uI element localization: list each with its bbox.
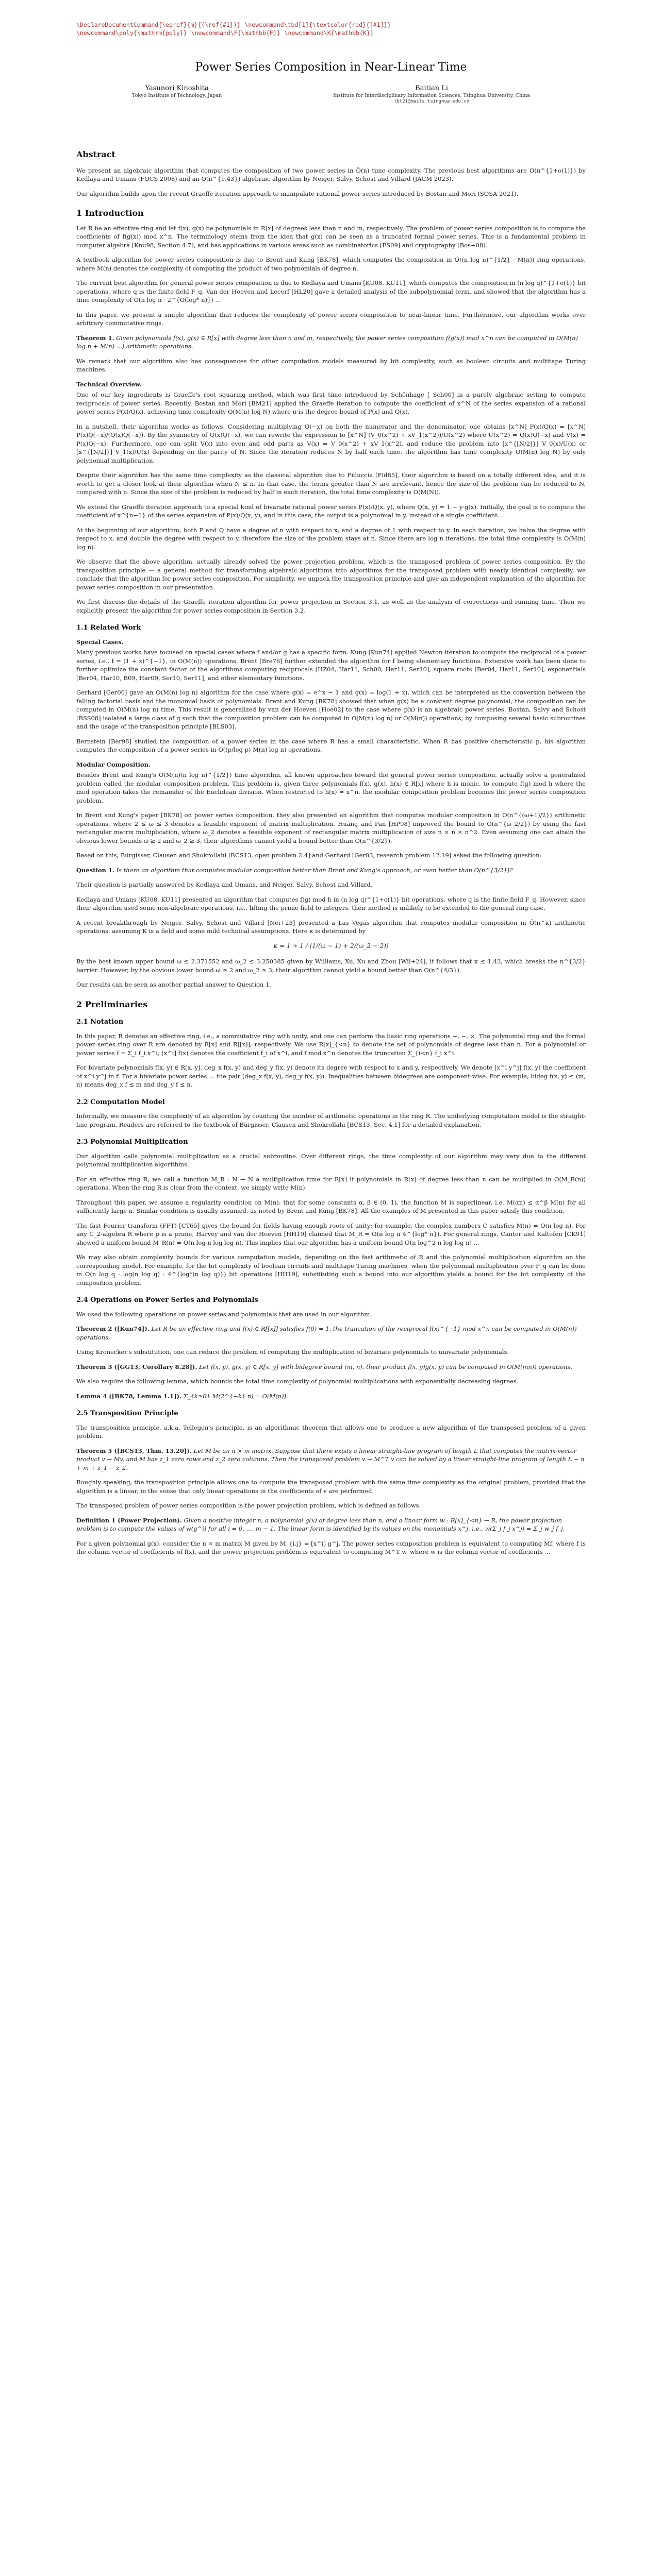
- body-paragraph: Kedlaya and Umans [KU08, KU11] presented an algorithm that computes f(g) mod h in (n log q)^{1+o(1)} bit operations, where q is the finite field F_q. However, since their algorithm used some non-algebraic operations, i.e., lifting the prime field to integers, their method is unlikely to be extended to the general ring case.: [76, 895, 586, 911]
- macro-line: \newcommand\tbd[1]{\textcolor{red}{[#1]}}: [244, 21, 391, 28]
- body-paragraph: Our results can be seen as another partial answer to Question 1.: [76, 981, 271, 988]
- theorem-statement: Let R be an effective ring and f(x) ∈ R[[x]] satisfies f(0) = 1, the truncation of the reciprocal f(x)^{−1} mod x^n can be computed in O(M(n)) operations.: [76, 1325, 577, 1341]
- kappa-equation: κ = 1 + 1 / (1/(ω − 1) + 2/(ω_2 − 2)): [273, 942, 389, 950]
- author-1: [132, 84, 222, 104]
- body-paragraph: Besides Brent and Kung's O(M(n)(n log n)^{1/2}) time algorithm, all known approaches toward the general power series composition, actually solve a generalized problem called the modular composition problem. This problem is, given three polynomials f(x), g(x), h(x) ∈ R[x] where h is monic, to compute f(g) mod h where the mod operation takes the remainder of the Euclidean division. When restricted to h(x) = x^n, the modular composition problem becomes the power series composition problem.: [76, 771, 586, 804]
- author-block: [76, 84, 586, 104]
- author-email: lbt21@mails.tsinghua.edu.cn: [393, 99, 470, 104]
- subsection-heading: 2.1 Notation: [76, 1018, 124, 1026]
- body-paragraph: Bernstein [Ber98] studied the composition of a power series in the case where R has a small characteristic. When R has positive characteristic p, his algorithm computes the composition of a power series in O((p/log p) M(n) log n) operations.: [76, 737, 586, 753]
- body-paragraph: Using Kronecker's substitution, one can reduce the problem of computing the multiplication of bivariate polynomials to univariate polynomials.: [76, 1348, 509, 1355]
- body-paragraph: We extend the Graeffe iteration approach to a special kind of bivariate rational power series P(x)/Q(x, y), where Q(x, y) = 1 − y·g(x). Initially, the goal is to compute the coefficient of x^{n−1} of the series expansion of P(x)/Q(x, y), and in this case, the output is a polynomial in y, instead of a single coefficient.: [76, 503, 586, 519]
- theorem-statement: Given polynomials f(x), g(x) ∈ R[x] with degree less than n and m, respectively, the power series composition f(g(x)) mod x^n can be computed in O(M(n) log n + M(n) ...) arithmetic operations.: [76, 334, 578, 350]
- abstract-heading: Abstract: [76, 149, 115, 159]
- theorem-5: [76, 1447, 586, 1472]
- body-paragraph: The fast Fourier transform (FFT) [CT65] gives the bound for fields having enough roots of unity; for example, the complex numbers C satisfies M(n) = O(n log n). For any C_2-algebra R where p is a prime, Harvey and van der Hoeven [HH19] claimed that M_R = O(n log n 4^{log* n}). For general rings, Cantor and Kaltofen [CK91] showed a uniform bound M_R(n) = O(n log n log log n). This implies that our algorithm has a uniform bound O(n log^2 n log log n) ...: [76, 1222, 586, 1246]
- body-paragraph: By the best known upper bound ω ≤ 2.371552 and ω_2 ≤ 3.250385 given by Williams, Xu, Xu and Zhou [Wil+24], it follows that κ ≤ 1.43, which breaks the n^{3/2} barrier. However, by the obvious lower bound ω ≥ 2 and ω_2 ≥ 3, their algorithm cannot yield a bound better than O(n^{4/3}).: [76, 958, 586, 974]
- body-paragraph: One of our key ingredients is Graeffe's root squaring method, which was first time introduced by Schönhage [ Sch00] in a purely algebraic setting to compute reciprocals of power series. Recently, Bostan and Mori [BM21] applied the Graeffe iteration to compute the coefficient of x^N of the series expansion of a rational power series P(x)/Q(x), achieving time complexity O(M(n) log N) where n is the degree bound of P(x) and Q(x).: [76, 391, 586, 415]
- macro-line: \DeclareDocumentCommand{\eqref}{m}{(\ref{#1})}: [76, 21, 241, 28]
- paragraph-heading: Modular Composition.: [76, 760, 151, 768]
- body-paragraph: Throughout this paper, we assume a regularity condition on M(n): that for some constants α, β ∈ (0, 1), the function M is superlinear, i.e. M(αn) ≤ α^β M(n) for all sufficiently large n. Similar condition is usually assumed, as noted by Brent and Kung [BK78]. All the examples of M presented in this paper satisfy this condition.: [76, 1198, 586, 1214]
- lemma-4: [76, 1392, 586, 1401]
- body-paragraph: We remark that our algorithm also has consequences for other computation models measured by bit complexity, such as boolean circuits and multitape Turing machines.: [76, 357, 586, 373]
- body-paragraph: In a nutshell, their algorithm works as follows. Considering multiplying Q(−x) on both the numerator and the denominator, one obtains [x^N] P(x)/Q(x) = [x^N] P(x)Q(−x)/(Q(x)Q(−x)). By the symmetry of Q(x)Q(−x), we can rewrite the expression to [x^N] (V_0(x^2) + xV_1(x^2))/U(x^2) where U(x^2) = Q(x)Q(−x) and V(x) = P(x)Q(−x). Furthermore, one can split V(x) into even and odd parts as V(x) = V_0(x^2) + xV_1(x^2), and reduce the problem into [x^{⌊N/2⌋}] V_0(x)/U(x) or [x^{⌊N/2⌋}] V_1(x)/U(x) depending on the parity of N. Since the iteration reduces N by half each time, the algorithm has time complexity O(M(n) log N) by only polynomial multiplication.: [76, 422, 586, 464]
- body-paragraph: We observe that the above algorithm, actually already solved the power projection problem, which is the transposed problem of power series composition. By the transposition principle — a general method for transforming algebraic algorithms into algorithms for the transposed problem with nearly identical complexity, we conclude that the algorithm for power series composition. For simplicity, we unpack the transposition principle and give an independent explanation of the algorithm for power series composition in our presentation.: [76, 558, 586, 591]
- question-statement: Is there an algorithm that computes modular composition better than Brent and Kung's approach, or even better than O(n^{3/2})?: [116, 866, 513, 874]
- body-paragraph: We first discuss the details of the Graeffe iteration algorithm for power projection in Section 3.1, as well as the analysis of correctness and running time. Then we explicitly present the algorithm for power series composition in Section 3.2.: [76, 598, 586, 614]
- theorem-label: Theorem 5 ([BCS13, Thm. 13.20]).: [76, 1447, 192, 1454]
- theorem-3: [76, 1363, 586, 1371]
- paper-body: [76, 150, 586, 1563]
- subsection-heading: 2.4 Operations on Power Series and Polynomials: [76, 1296, 258, 1304]
- question-1: [76, 866, 586, 875]
- body-paragraph: Despite their algorithm has the same time complexity as the classical algorithm due to Fiduccia [Fid85], their algorithm is based on a totally different idea, and it is worth to get a closer look at their algorithm when N ≤ n. In that case, the terms greater than N are irrelevant, hence the size of the problem can be reduced to N, compared with n. Since the size of the problem is reduced by half in each iteration, the total time complexity is O(M(N)).: [76, 471, 586, 496]
- author-affiliation: Institute for Interdisciplinary Information Sciences, Tsinghua University, China: [333, 93, 531, 98]
- body-paragraph: For a given polynomial g(x), consider the n × m matrix M given by M_{i,j} = [x^i] g^j. The power series composition problem is equivalent to computing Mf, where f is the column vector of coefficients of f(x), and the power projection problem is equivalent to computing M^T w, where w is the column vector of coefficients ...: [76, 1539, 586, 1555]
- subsection-heading: 1.1 Related Work: [76, 624, 141, 632]
- body-paragraph: The transposition principle, a.k.a. Tellegen's principle, is an algorithmic theorem that allows one to produce a new algorithm of the transposed problem of a given problem.: [76, 1423, 586, 1439]
- section-heading: 1 Introduction: [76, 208, 144, 218]
- theorem-label: Theorem 1.: [76, 334, 114, 342]
- paragraph-heading: Technical Overview.: [76, 380, 142, 388]
- abstract-paragraph: Our algorithm builds upon the recent Graeffe iteration approach to manipulate rational power series introduced by Bostan and Mori (SOSA 2021).: [76, 190, 519, 197]
- body-paragraph: A textbook algorithm for power series composition is due to Brent and Kung [BK78], which computes the composition in O((n log n)^{1/2} · M(n)) ring operations, where M(n) denotes the complexity of computing the product of two polynomials of degree n.: [76, 256, 586, 272]
- body-paragraph: We also require the following lemma, which bounds the total time complexity of polynomial multiplications with exponentially decreasing degrees.: [76, 1378, 519, 1385]
- body-paragraph: For an effective ring R, we call a function M_R : N → N a multiplication time for R[x] if polynomials in R[x] of degree less than n can be multiplied in O(M_R(n)) operations. When the ring R is clear from the context, we simply write M(n).: [76, 1175, 586, 1191]
- body-paragraph: Gerhard [Ger00] gave an O(M(n) log n) algorithm for the case where g(x) = e^x − 1 and g(x) = log(1 + x), which can be interpreted as the conversion between the falling factorial basis and the monomial basis of polynomials. Brent and Kung [BK78] showed that when g(x) be a constant degree polynomial, the composition can be computed in O(M(n) log n) time. This result is generalized by van der Hoeven [Hoe02] to the case where g(x) is an algebraic power series. Bostan, Salvy and Schost [BSS08] isolated a large class of g such that the composition problem can be computed in O(M(n) log n) or O(M(n)) operations, by composing several basic subroutines and the usage of the transposition principle [BLS03].: [76, 689, 586, 730]
- theorem-1: [76, 334, 586, 351]
- theorem-statement: Let f(x, y), g(x, y) ∈ R[x, y] with bidegree bound (m, n), their product f(x, y)g(x, y) can be computed in O(M(mn)) operations.: [199, 1363, 573, 1370]
- body-paragraph: Their question is partially answered by Kedlaya and Umans, and Neiger, Salvy, Schost and Villard.: [76, 881, 373, 888]
- latex-macros: [76, 21, 406, 37]
- subsection-heading: 2.2 Computation Model: [76, 1098, 165, 1106]
- theorem-2: [76, 1325, 586, 1342]
- definition-statement: Given a positive integer n, a polynomial g(x) of degree less than n, and a linear form w : R[x]_{<n} → R, the power projection problem is to compute the values of w(g^i) for all i = 0, ..., m − 1. The linear form is identified by its values on the monomials x^j, i.e., w(Σ_j f_j x^j) = Σ_j w_j f_j.: [76, 1516, 565, 1532]
- subsection-heading: 2.5 Transposition Principle: [76, 1410, 178, 1417]
- paragraph-heading: Special Cases.: [76, 638, 124, 646]
- author-2: [333, 84, 530, 104]
- theorem-label: Theorem 3 ([GG13, Corollary 8.28]).: [76, 1363, 197, 1370]
- lemma-label: Lemma 4 ([BK78, Lemma 1.1]).: [76, 1392, 181, 1400]
- abstract-paragraph: We present an algebraic algorithm that computes the composition of two power series in Õ(n) time complexity. The previous best algorithms are O(n^{1+o(1)}) by Kedlaya and Umans (FOCS 2008) and an O(n^{1.43}) algebraic algorithm by Neiger, Salvy, Schost and Villard (JACM 2023).: [76, 166, 586, 182]
- question-label: Question 1.: [76, 866, 114, 874]
- body-paragraph: Informally, we measure the complexity of an algorithm by counting the number of arithmetic operations in the ring R. The underlying computation model is the straight-line program. Readers are referred to the textbook of Bürgisser, Clausen and Shokrollahi [BCS13, Sec. 4.1] for a detailed explanation.: [76, 1112, 586, 1128]
- macro-line: \newcommand\K{\mathbb{K}}: [284, 29, 374, 37]
- definition-1: [76, 1516, 586, 1533]
- paper-title: Power Series Composition in Near-Linear Time: [195, 61, 467, 74]
- body-paragraph: We may also obtain complexity bounds for various computation models, depending on the fast arithmetic of R and the polynomial multiplication algorithm on the corresponding model. For example, for the bit complexity of boolean circuits and multitape Turing machines, when the polynomial multiplication over F_q can be done in O(n log q · log(n log q) · 4^{log*(n log q)}) bit operations [HH19], substituting such a bound into our algorithm yields a bound for the bit complexity of the composition problem.: [76, 1253, 586, 1286]
- body-paragraph: For bivariate polynomials f(x, y) ∈ R[x, y], deg_x f(x, y) and deg_y f(x, y) denote its degree with respect to x and y, respectively. We denote [x^i y^j] f(x, y) the coefficient of x^i y^j in f. For a bivariate power series ... the pair (deg_x f(x, y), deg_y f(x, y)). Inequalities between bidegrees are component-wise. For example, bideg f(x, y) ≤ (m, n) means deg_x f ≤ m and deg_y f ≤ n.: [76, 1064, 586, 1088]
- macro-line: \newcommand\poly{\mathrm{poly}}: [76, 29, 187, 37]
- body-paragraph: In Brent and Kung's paper [BK78] on power series composition, they also presented an algorithm that computes modular composition in O(n^{(ω+1)/2}) arithmetic operations, where 2 ≤ ω ≤ 3 denotes a feasible exponent of matrix multiplication. Huang and Pan [HP98] improved the bound to O(n^{ω_2/2}) by using the fast rectangular matrix multiplication, where ω_2 denotes a feasible exponent of rectangular matrix multiplication of size n × n × n^2. Even assuming one can attain the obvious lower bounds ω ≥ 2 and ω_2 ≥ 3, their algorithms cannot yield a bound better than O(n^{3/2}).: [76, 811, 586, 844]
- author-name: Yasunori Kinoshita: [145, 84, 209, 92]
- body-paragraph: Based on this, Bürgisser, Clausen and Shokrollahi [BCS13, open problem 2.4] and Gerhard [Ger03, research problem 12.19] asked the following question:: [76, 852, 542, 859]
- body-paragraph: Our algorithm calls polynomial multiplication as a crucial subroutine. Over different rings, the time complexity of our algorithm may vary due to the different polynomial multiplication algorithms.: [76, 1152, 586, 1168]
- author-name: Baitian Li: [415, 84, 449, 92]
- body-paragraph: Roughly speaking, the transposition principle allows one to compute the transposed problem with the same time complexity as the original problem, provided that the algorithm is a linear, in the sense that only linear operations in the coefficients of v are performed.: [76, 1479, 586, 1495]
- subsection-heading: 2.3 Polynomial Multiplication: [76, 1138, 188, 1146]
- body-paragraph: The transposed problem of power series composition is the power projection problem, which is defined as follows.: [76, 1502, 421, 1509]
- body-paragraph: Many previous works have focused on special cases where f and/or g has a specific form. Kung [Kun74] applied Newton iteration to compute the reciprocal of a power series, i.e., f = (1 + x)^{−1}, in O(M(n)) operations. Brent [Bre76] further extended the algorithm for f being elementary functions. Extensive work has been done to further optimize the constant factor of the algorithms computing reciprocals [HZ04, Har11, Sch00, Har11, Ser10], square roots [Ber04, Har11, Ser10], exponentials [Ber04, Har10, B09, Har09, Ser10, Ser11], and other elementary functions.: [76, 649, 586, 682]
- section-heading: 2 Preliminaries: [76, 999, 148, 1009]
- definition-label: Definition 1 (Power Projection).: [76, 1516, 182, 1524]
- author-affiliation: Tokyo Institute of Technology, Japan: [131, 93, 222, 98]
- body-paragraph: A recent breakthrough by Neiger, Salvy, Schost and Villard [Nei+23] presented a Las Vegas algorithm that computes modular composition in Õ(n^κ) arithmetic operations, assuming K is a field and some mild technical assumptions. Here κ is determined by: [76, 919, 586, 935]
- body-paragraph: We used the following operations on power series and polynomials that are used in our algorithm.: [76, 1310, 372, 1318]
- body-paragraph: At the beginning of our algorithm, both P and Q have a degree of n with respect to x, and a degree of 1 with respect to y. In each iteration, we halve the degree with respect to x, and double the degree with respect to y, therefore the size of the problem stays at n. Since there are log n iterations, the total time complexity is O(M(n) log n).: [76, 526, 586, 551]
- body-paragraph: In this paper, we present a simple algorithm that reduces the complexity of power series composition to near-linear time. Furthermore, our algorithm works over arbitrary commutative rings.: [76, 311, 586, 327]
- body-paragraph: The current best algorithm for general power series composition is due to Kedlaya and Umans [KU08, KU11], which computes the composition in (n log q)^{1+o(1)} bit operations, where q is the finite field F_q. Van der Hoeven and Lecerf [HL20] gave a detailed analysis of the subpolynomial term, and showed that the algorithm has a time complexity of O(n log n · 2^{O(log* n)}) ...: [76, 279, 586, 303]
- theorem-statement: Let M be an n × m matrix. Suppose that there exists a linear straight-line program of length L that computes the matrix-vector product v → Mv, and M has z_1 zero rows and z_2 zero columns. Then the transposed problem v → M^T v can be solved by a linear straight-line program of length L − n + m + z_1 − z_2.: [76, 1447, 585, 1471]
- macro-line: \newcommand\F{\mathbb{F}}: [191, 29, 280, 37]
- lemma-statement: Σ_{k≥0} M(2^{−k} n) = O(M(n)).: [183, 1392, 288, 1400]
- body-paragraph: In this paper, R denotes an effective ring, i.e., a commutative ring with unity, and one can perform the basic ring operations +, −, ×. The polynomial ring and the formal power series ring over R are denoted by R[x] and R[[x]], respectively. We use R[x]_{<n} to denote the set of polynomials of degree less than n. For a polynomial or power series f = Σ_i f_i x^i, [x^i] f(x) denotes the coefficient f_i of x^i, and f mod x^n denotes the truncation Σ_{i<n} f_i x^i.: [76, 1032, 586, 1057]
- body-paragraph: Let R be an effective ring and let f(x), g(x) be polynomials in R[x] of degrees less than n and m, respectively. The problem of power series composition is to compute the coefficients of f(g(x)) mod x^n. The terminology stems from the idea that g(x) can be seen as a truncated formal power series. This is a fundamental problem in computer algebra [Knu98, Section 4.7], and has applications in various areas such as combinatorics [FS09] and cryptography [Bos+08].: [76, 224, 586, 249]
- theorem-label: Theorem 2 ([Kun74]).: [76, 1325, 150, 1332]
